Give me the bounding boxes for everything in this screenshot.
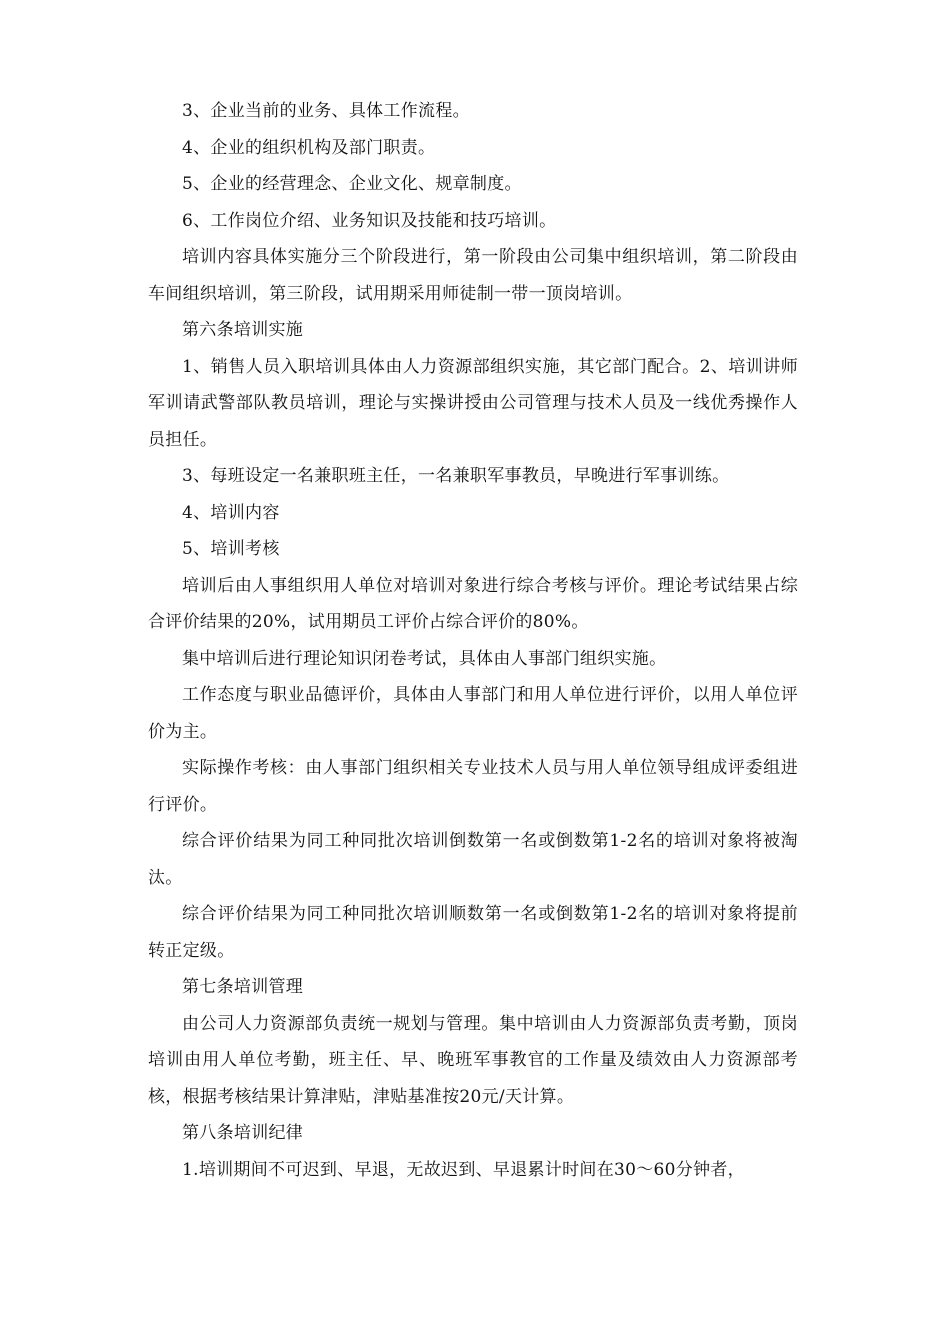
paragraph-item-3: 3、企业当前的业务、具体工作流程。	[182, 101, 470, 121]
paragraph-item-5: 5、企业的经营理念、企业文化、规章制度。	[182, 174, 522, 194]
section-heading-article-8: 第八条培训纪律	[182, 1123, 304, 1143]
paragraph-assessment-overview: 培训后由人事组织用人单位对培训对象进行综合考核与评价。理论考试结果占综合评价结果的20%，试用期员工评价占综合评价的80%。	[148, 575, 798, 632]
section-heading-article-6: 第六条培训实施	[182, 320, 304, 340]
section-heading-article-7: 第七条培训管理	[182, 977, 304, 997]
paragraph-training-stages: 培训内容具体实施分三个阶段进行，第一阶段由公司集中组织培训，第二阶段由车间组织培训，第三阶段，试用期采用师徒制一带一顶岗培训。	[148, 247, 798, 304]
paragraph-early-promotion-rule: 综合评价结果为同工种同批次培训顺数第一名或倒数第1-2名的培训对象将提前转正定级。	[148, 904, 798, 961]
paragraph-training-management: 由公司人力资源部负责统一规划与管理。集中培训由人力资源部负责考勤，顶岗培训由用人单位考勤，班主任、早、晚班军事教官的工作量及绩效由人力资源部考核，根据考核结果计算津贴，津贴基准按20元/天计算。	[148, 1013, 798, 1107]
paragraph-implementation-3: 3、每班设定一名兼职班主任，一名兼职军事教员，早晚进行军事训练。	[182, 466, 730, 486]
paragraph-implementation-5: 5、培训考核	[182, 539, 280, 559]
paragraph-implementation-1-2: 1、销售人员入职培训具体由人力资源部组织实施，其它部门配合。2、培训讲师军训请武警部队教员培训，理论与实操讲授由公司管理与技术人员及一线优秀操作人员担任。	[148, 356, 798, 450]
paragraph-discipline-1: 1.培训期间不可迟到、早退，无故迟到、早退累计时间在30～60分钟者，	[182, 1159, 745, 1180]
document-page	[148, 93, 798, 1188]
paragraph-practical-assessment: 实际操作考核：由人事部门组织相关专业技术人员与用人单位领导组成评委组进行评价。	[148, 758, 798, 815]
paragraph-implementation-4: 4、培训内容	[182, 502, 280, 523]
paragraph-attitude-evaluation: 工作态度与职业品德评价，具体由人事部门和用人单位进行评价，以用人单位评价为主。	[148, 685, 798, 742]
paragraph-item-6: 6、工作岗位介绍、业务知识及技能和技巧培训。	[182, 210, 557, 231]
paragraph-elimination-rule: 综合评价结果为同工种同批次培训倒数第一名或倒数第1-2名的培训对象将被淘汰。	[148, 831, 798, 888]
paragraph-theory-exam: 集中培训后进行理论知识闭卷考试，具体由人事部门组织实施。	[182, 648, 667, 669]
paragraph-item-4: 4、企业的组织机构及部门职责。	[182, 137, 436, 158]
